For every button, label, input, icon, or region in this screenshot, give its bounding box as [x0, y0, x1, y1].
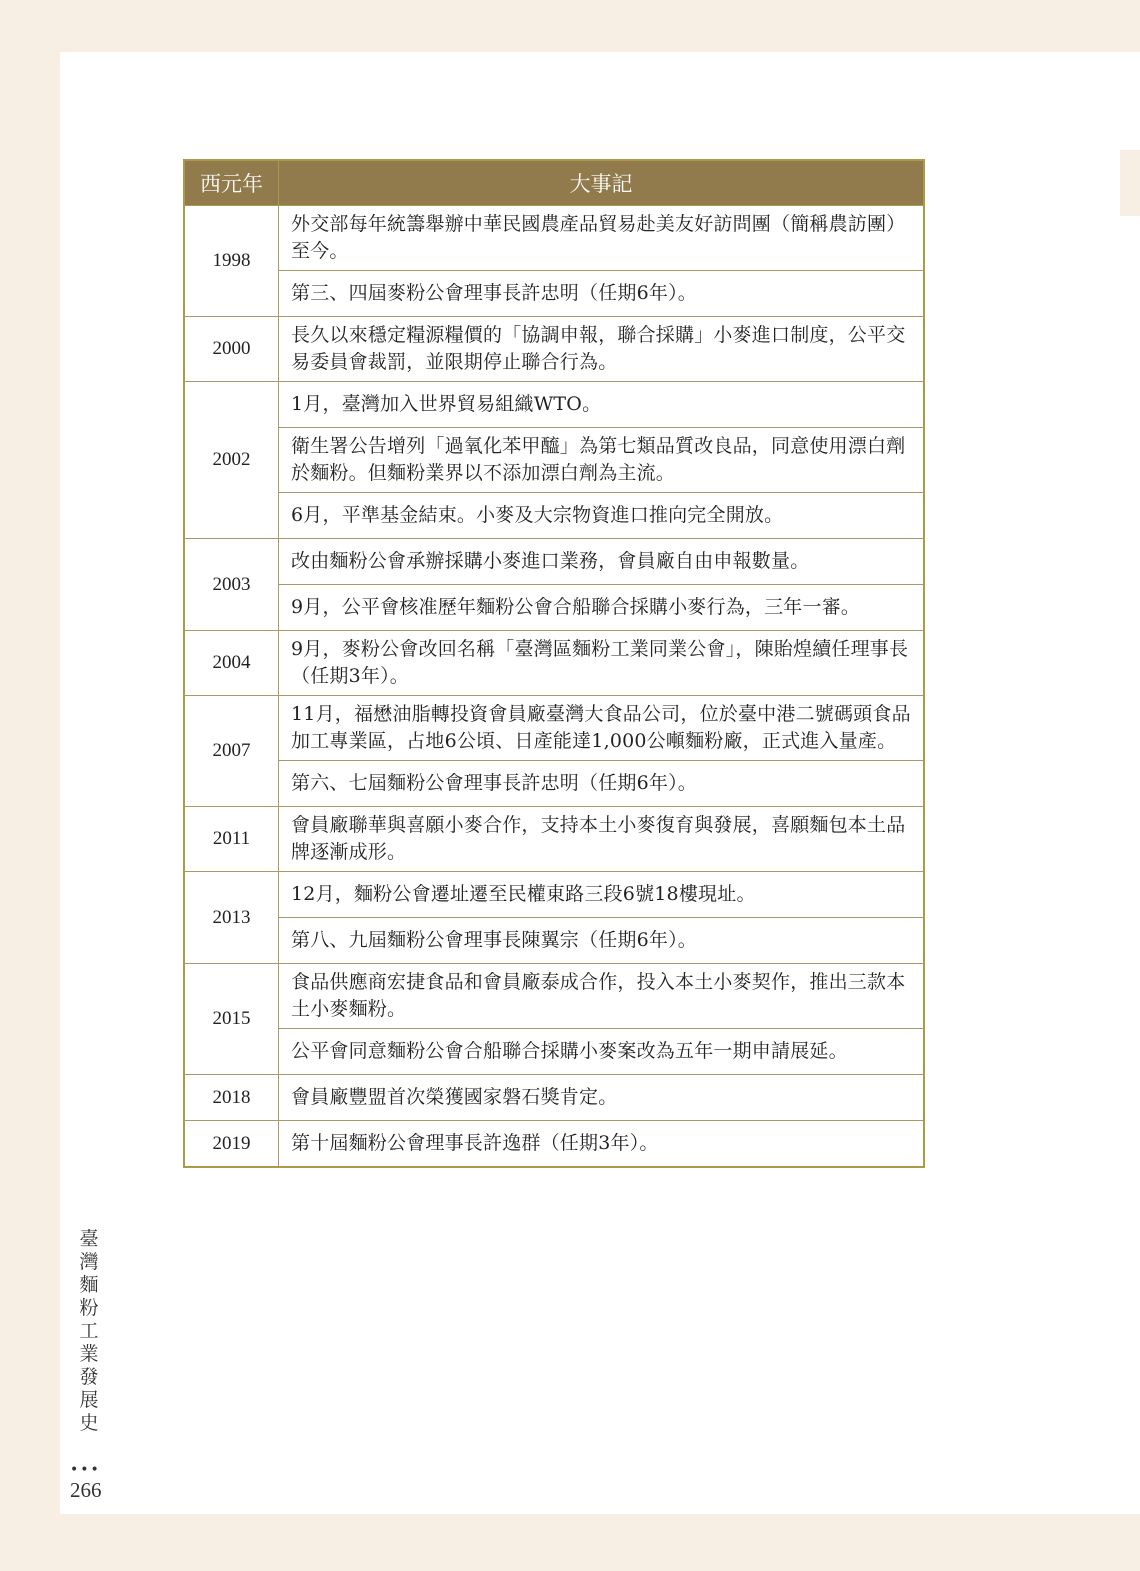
event-cell: 第六、七屆麵粉公會理事長許忠明（任期6年）。 — [279, 761, 925, 807]
event-cell: 9月，公平會核准歷年麵粉公會合船聯合採購小麥行為，三年一審。 — [279, 585, 925, 631]
header-row — [184, 160, 924, 206]
table-row — [184, 872, 924, 918]
book-title-vertical: 臺灣麵粉工業發展史 — [79, 1228, 99, 1434]
table-row — [184, 317, 924, 382]
year-cell: 2003 — [184, 539, 279, 631]
header-event: 大事記 — [279, 160, 925, 206]
event-cell: 改由麵粉公會承辦採購小麥進口業務，會員廠自由申報數量。 — [279, 539, 925, 585]
table-row — [184, 271, 924, 317]
table-row — [184, 585, 924, 631]
year-cell: 1998 — [184, 206, 279, 317]
table-row — [184, 493, 924, 539]
side-tab — [1120, 150, 1140, 216]
event-cell: 會員廠豐盟首次榮獲國家磐石獎肯定。 — [279, 1075, 925, 1121]
table-row — [184, 761, 924, 807]
table-row — [184, 918, 924, 964]
table-row — [184, 631, 924, 696]
page-number: 266 — [70, 1478, 102, 1502]
event-cell: 1月，臺灣加入世界貿易組織WTO。 — [279, 382, 925, 428]
event-cell: 外交部每年統籌舉辦中華民國農產品貿易赴美友好訪問團（簡稱農訪團）至今。 — [279, 206, 925, 271]
year-cell: 2018 — [184, 1075, 279, 1121]
event-cell: 9月，麥粉公會改回名稱「臺灣區麵粉工業同業公會」，陳貽煌續任理事長（任期3年）。 — [279, 631, 925, 696]
year-cell: 2002 — [184, 382, 279, 539]
year-cell: 2019 — [184, 1121, 279, 1168]
timeline-table — [183, 159, 925, 1168]
event-cell: 6月，平準基金結束。小麥及大宗物資進口推向完全開放。 — [279, 493, 925, 539]
year-cell: 2000 — [184, 317, 279, 382]
header-year: 西元年 — [184, 160, 279, 206]
table-row — [184, 539, 924, 585]
table-row — [184, 964, 924, 1029]
event-cell: 第三、四屆麥粉公會理事長許忠明（任期6年）。 — [279, 271, 925, 317]
event-cell: 長久以來穩定糧源糧價的「協調申報，聯合採購」小麥進口制度，公平交易委員會裁罰，並限期停止聯合行為。 — [279, 317, 925, 382]
table-row — [184, 1121, 924, 1168]
year-cell: 2015 — [184, 964, 279, 1075]
year-cell: 2007 — [184, 696, 279, 807]
year-cell: 2004 — [184, 631, 279, 696]
table-row — [184, 428, 924, 493]
table-row — [184, 807, 924, 872]
table-row — [184, 382, 924, 428]
event-cell: 11月，福懋油脂轉投資會員廠臺灣大食品公司，位於臺中港二號碼頭食品加工專業區，占地6公頃、日產能達1,000公噸麵粉廠，正式進入量產。 — [279, 696, 925, 761]
timeline-body — [184, 206, 924, 1168]
event-cell: 會員廠聯華與喜願小麥合作，支持本土小麥復育與發展，喜願麵包本土品牌逐漸成形。 — [279, 807, 925, 872]
event-cell: 12月，麵粉公會遷址遷至民權東路三段6號18樓現址。 — [279, 872, 925, 918]
table-row — [184, 206, 924, 271]
table-row — [184, 1029, 924, 1075]
event-cell: 食品供應商宏捷食品和會員廠泰成合作，投入本土小麥契作，推出三款本土小麥麵粉。 — [279, 964, 925, 1029]
year-cell: 2011 — [184, 807, 279, 872]
table-row — [184, 1075, 924, 1121]
event-cell: 第八、九屆麵粉公會理事長陳翼宗（任期6年）。 — [279, 918, 925, 964]
event-cell: 衛生署公告增列「過氧化苯甲醯」為第七類品質改良品，同意使用漂白劑於麵粉。但麵粉業界以不添加漂白劑為主流。 — [279, 428, 925, 493]
page-dots: ••• — [70, 1462, 101, 1478]
table-row — [184, 696, 924, 761]
year-cell: 2013 — [184, 872, 279, 964]
event-cell: 公平會同意麵粉公會合船聯合採購小麥案改為五年一期申請展延。 — [279, 1029, 925, 1075]
event-cell: 第十屆麵粉公會理事長許逸群（任期3年）。 — [279, 1121, 925, 1168]
